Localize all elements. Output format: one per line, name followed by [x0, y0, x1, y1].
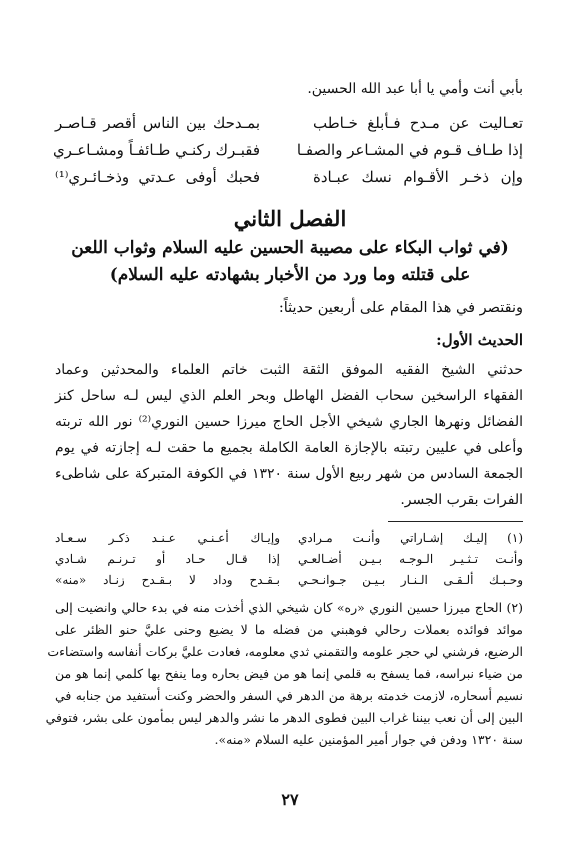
- footnote-divider: [388, 521, 523, 522]
- poem-verse-2-left: فقبـرك ركنـي طـائفـاً ومشـاعـري: [52, 141, 260, 159]
- chapter-subtitle-line-1: (في ثواب البكاء على مصيبة الحسين عليه السلام وثواب اللعن: [71, 238, 509, 258]
- footnote-2-line: من ضياء نبراسه، فما يسفح به قلمي إنما هو من فيض بحاره وما ينفح بها كلمي إنما هو من: [55, 666, 523, 681]
- footnote-1-verse-right: (١) إليـك إشـاراتي وأنـت مـرادي: [298, 531, 523, 545]
- footnote-1-verse-left: بـقـدح وداد لا بـقـدح زنـاد «منه»: [55, 573, 280, 587]
- footnote-1-verse-right: وحـبـك ألـقـى الـنـار بـيـن جـوانـحـي: [298, 573, 523, 587]
- footnote-2-line: (٢) الحاج ميرزا حسين النوري «ره» كان شيخي الذي أخذت منه في بدء حالي وانضيت إلى: [55, 600, 523, 615]
- footnote-2-line: موائد فوائده بعملات رحالي فوهبني من فضله ما لا يضيع وحنى عليَّ حنو الظئر على: [55, 622, 523, 637]
- hadith-line: وأعلى في عليين رتبته بالإجازة العامة الكاملة بجميع ما حقت لـه إجازته في يوم: [55, 440, 523, 456]
- poem-verse-2-right: إذا طـاف قـوم في المشـاعر والصفـا: [296, 141, 523, 159]
- footnote-2-line: الرضيع، فرشني لي حجر علومه والتقمني ثدي معلومه، فعادت عليَّ بركات أنفاسه واستضاءت: [47, 644, 523, 659]
- poem-verse-3-right: وإن ذخـر الأقـوام نسك عبـادة: [313, 168, 523, 186]
- poem-verse-3-left: فحبك أوفى عـدتي وذخـائـري⁽¹⁾: [55, 168, 260, 186]
- page-number: ٢٧: [281, 790, 299, 809]
- footnote-1-verse-right: وأنـت تـثـيـر الـوجـه بـيـن أضـالعـي: [298, 552, 523, 566]
- hadith-line: الفضائل ونهرها الجاري شيخي الأجل الحاج ميرزا حسين النوري⁽²⁾ نور الله تربته: [55, 414, 523, 430]
- intro-limit-text: ونقتصر في هذا المقام على أربعين حديثاً:: [278, 300, 523, 316]
- chapter-title: الفصل الثاني: [233, 206, 347, 231]
- footnote-2-line: نسيم أسحاره، لازمت خدمته برهة من الدهر في السفر والحضر وكنت أستفيد من جنابه في: [55, 688, 523, 703]
- chapter-subtitle-line-2: على قتلته وما ورد من الأخبار بشهادته عليه السلام): [109, 265, 471, 285]
- hadith-line: الجمعة السادس من شهر ربيع الأول سنة ١٣٢٠ في الكوفة المتبركة على شاطىء: [55, 466, 523, 482]
- footnote-1-verse-left: وإيـاك أعـنـي عـنـد ذكـر سـعـاد: [55, 531, 280, 545]
- poem-verse-1-right: تعـاليت عن مـدح فـأبلغ خـاطب: [313, 114, 523, 132]
- hadith-line: حدثني الشيخ الفقيه الموفق الثقة الثبت خاتم العلماء والمحدثين وعماد: [55, 362, 523, 378]
- hadith-line: الفقهاء الراسخين سحاب الفضل الهاطل وبحر العلم الذي ليس لـه ساحل كنز: [55, 388, 523, 404]
- footnote-2-line: سنة ١٣٢٠ ودفن في جوار أمير المؤمنين عليه السلام «منه».: [214, 732, 523, 747]
- footnote-2-line: البين إلى أن نعب بيننا غراب البين فطوى الدهر ما نشر والدهر ليس بمأمون على بشر، فتوفي: [45, 710, 523, 725]
- poem-verse-1-left: بمـدحك بين الناس أقصر قـاصـر: [55, 114, 260, 132]
- hadith-line: الفرات بقرب الجسر.: [400, 492, 523, 508]
- hadith-heading: الحديث الأول:: [436, 331, 523, 349]
- footnote-1-verse-left: إذا قـال حـاد أو تـرنـم شـادي: [55, 552, 280, 566]
- intro-line: بأبي أنت وأمي يا أبا عبد الله الحسين.: [307, 81, 523, 97]
